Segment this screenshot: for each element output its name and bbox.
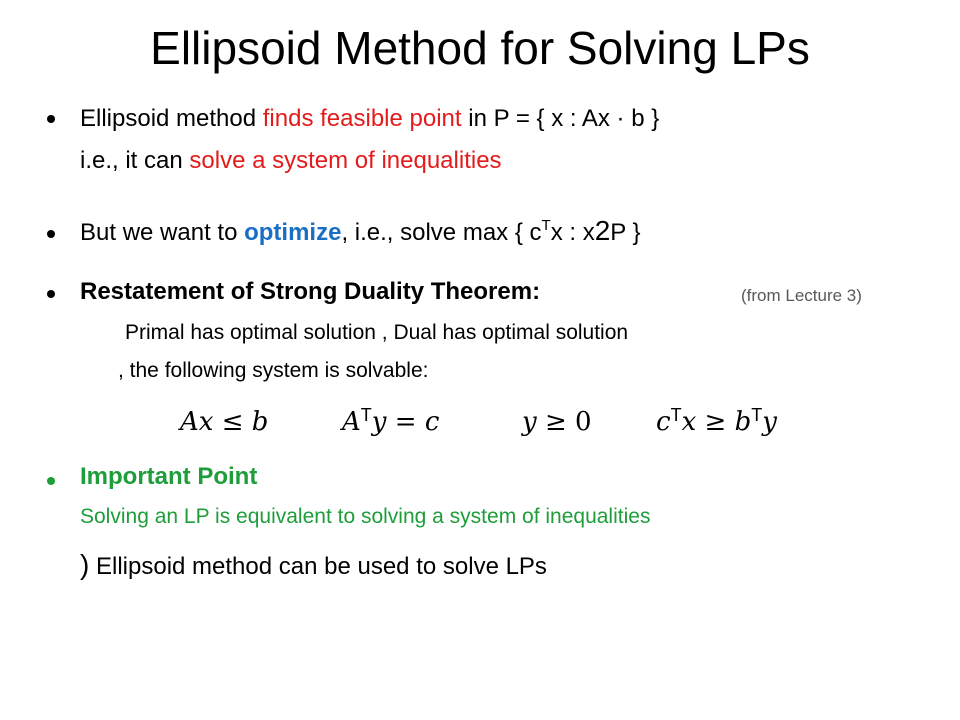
bullet-dot	[47, 230, 55, 238]
equation-1	[180, 402, 268, 442]
bullet-2-line	[80, 216, 641, 248]
text: , i.e., solve max { c	[341, 219, 542, 246]
transpose: T	[360, 405, 372, 425]
text: y	[371, 407, 387, 437]
text: Ellipsoid method can be used to solve LPs	[89, 553, 547, 580]
text: But we want to	[80, 219, 245, 246]
optimize-text: optimize	[244, 219, 342, 246]
bullet-dot	[47, 477, 55, 485]
bullet-4-heading: Important Point	[80, 463, 258, 490]
transpose: T	[751, 405, 763, 425]
text: i.e., it can	[80, 147, 190, 174]
bullet-4-line-2: Solving an LP is equivalent to solving a system of inequalities	[80, 505, 651, 528]
bullet-1-line-1	[80, 104, 659, 134]
symbol-text: 2	[594, 215, 611, 246]
bullet-dot	[47, 290, 55, 298]
equation-3	[522, 402, 592, 442]
bullet-1-line-2	[80, 146, 502, 176]
superscript: T	[541, 217, 551, 234]
text: x	[681, 407, 697, 437]
text: in P = { x : Ax · b }	[461, 105, 660, 132]
text: b	[734, 407, 752, 437]
text: ≥ 0	[536, 407, 592, 437]
lecture-note: (from Lecture 3)	[741, 286, 862, 305]
text: ≤	[213, 407, 252, 437]
equation-4	[656, 402, 777, 442]
slide-title: Ellipsoid Method for Solving LPs	[150, 22, 810, 74]
equation-row	[0, 402, 960, 442]
text: A	[342, 407, 361, 437]
bullet-3-heading	[80, 277, 540, 307]
transpose: T	[670, 405, 682, 425]
equation-2	[342, 402, 439, 442]
text: b	[251, 407, 269, 437]
text: x : x	[550, 219, 595, 246]
text: c	[424, 407, 440, 437]
heading-text: Restatement of Strong Duality Theorem:	[80, 278, 541, 305]
bullet-3-line-2: Primal has optimal solution , Dual has optimal solution	[125, 321, 629, 344]
text: y	[522, 407, 537, 437]
text: c	[656, 407, 671, 437]
text: y	[762, 407, 777, 437]
text: P }	[610, 219, 641, 246]
highlight-text: finds feasible point	[262, 105, 462, 132]
text: Ellipsoid method	[80, 105, 263, 132]
bullet-4-line-3	[80, 550, 547, 582]
bullet-3-line-3: , the following system is solvable:	[118, 359, 429, 382]
bullet-dot	[47, 115, 55, 123]
text: ≥	[696, 407, 735, 437]
implies-symbol: )	[80, 549, 90, 580]
highlight-text: solve a system of inequalities	[189, 147, 502, 174]
text: Ax	[180, 407, 214, 437]
text: =	[386, 407, 425, 437]
